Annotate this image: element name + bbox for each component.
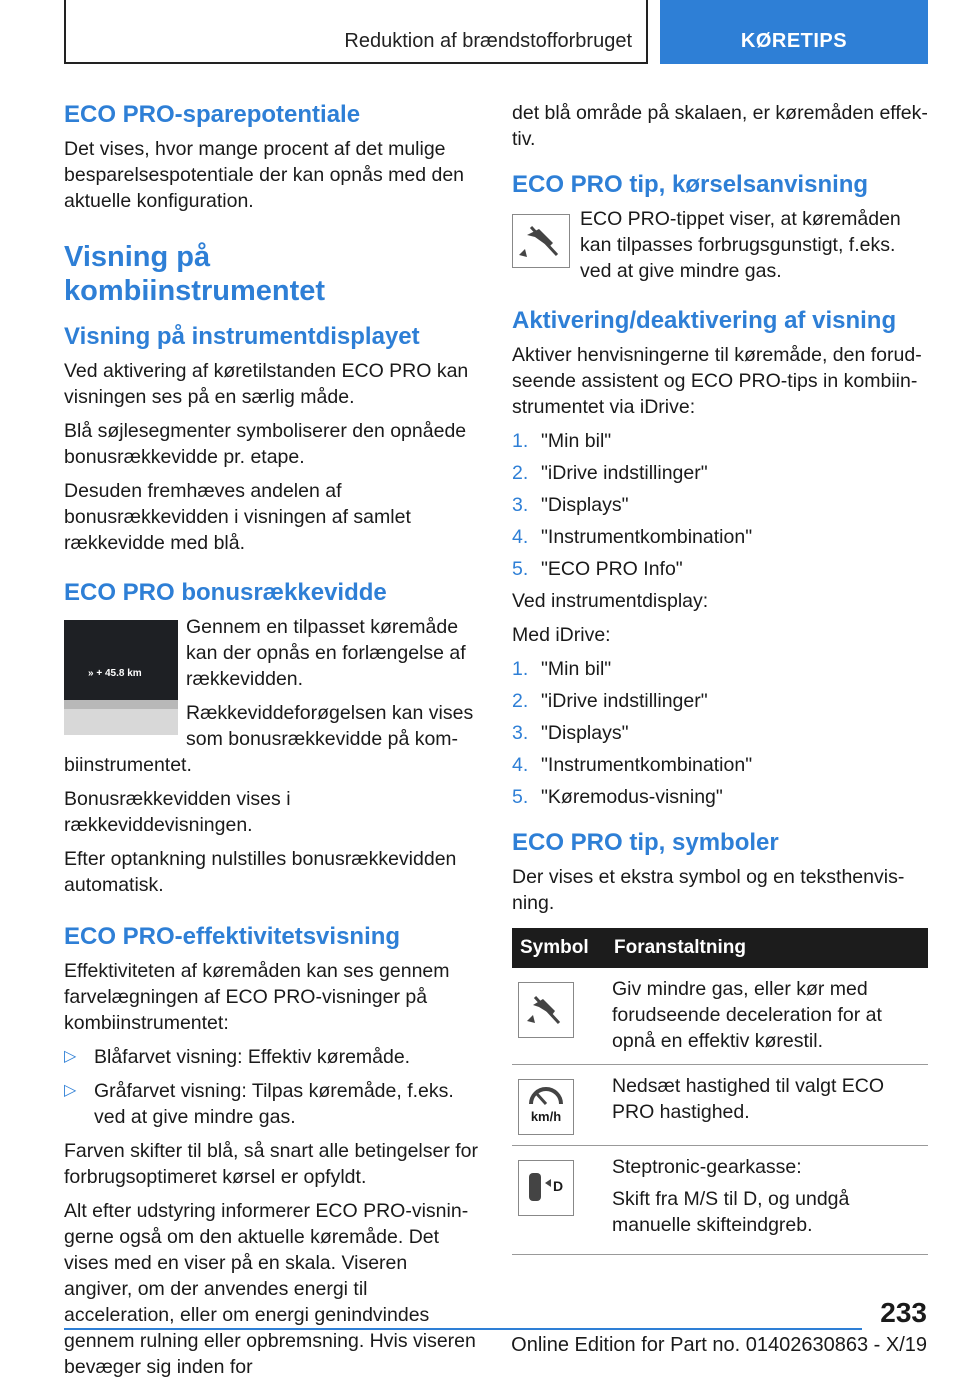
speedometer-icon <box>518 1079 574 1135</box>
chapter-tab-label: KØRETIPS <box>740 30 848 52</box>
column-header-symbol: Symbol <box>512 928 606 968</box>
bullet-text: Gråfarvet visning: Tilpas køremåde, f.eks. ved at give mindre gas. <box>94 1080 454 1128</box>
eco-tip-pedal-icon <box>512 214 570 268</box>
list-item: 5. "ECO PRO Info" <box>512 558 683 580</box>
footer-divider <box>64 1328 862 1330</box>
paragraph-bonus-1: Gennem en tilpasset køremåde kan der opnås en forlængelse af rækkevidden. <box>186 616 466 690</box>
heading-symbols: ECO PRO tip, symboler <box>512 829 779 856</box>
pedal-release-icon <box>518 982 574 1038</box>
bullet-text: Blåfarvet visning: Effektiv køremåde. <box>94 1046 411 1068</box>
paragraph-efficiency-2: Farven skifter til blå, så snart alle betingelser for forbrugsoptimeret kørsel er opfyldt. <box>64 1140 479 1188</box>
heading-bonus: ECO PRO bonusrækkevidde <box>64 579 387 606</box>
paragraph-display-2: Blå søjlesegmenter symboliserer den opnåede bonusrækkevidde pr. etape. <box>64 420 467 468</box>
steps-list-idrive <box>512 428 930 582</box>
column-header-action: Foranstaltning <box>606 928 928 968</box>
cell-action: Nedsæt hastighed til valgt ECO PRO hastighed. <box>606 1065 928 1146</box>
paragraph-instrument-display: Ved instrumentdisplay: <box>512 590 709 612</box>
table-row <box>512 1065 928 1146</box>
gear-selector-icon-label: D <box>553 1178 564 1194</box>
heading-potential: ECO PRO-sparepotentiale <box>64 101 361 128</box>
header-title: Reduktion af brændstofforbruget <box>344 30 632 52</box>
list-item: 5. "Køremodus-visning" <box>512 786 723 808</box>
paragraph-display-1: Ved aktivering af køretilstanden ECO PRO kan visningen ses på en særlig måde. <box>64 360 469 408</box>
cell-action: Giv mindre gas, eller kør med forudseende deceleration for at opnå en effektiv kørestil. <box>606 968 928 1065</box>
paragraph-potential: Det vises, hvor mange procent af det mulige besparelsespotentiale der kan opnås med den aktuelle konfiguration. <box>64 138 465 212</box>
list-item: 1. "Min bil" <box>512 430 612 452</box>
bonus-range-image-text: » + 45.8 km <box>88 668 142 679</box>
heading-activation: Aktivering/deaktivering af visning <box>512 307 897 334</box>
paragraph-efficiency-3: Alt efter udstyring informerer ECO PRO-visningerne også om den aktuelle køremåde. Det vises med en viser på en skala. Viseren angiver, om der anvendes energi til acceleration, eller om energi genindvindes gennem rulning eller opbremsning. Hvis viseren bevæger sig inden for <box>64 1200 476 1378</box>
triangle-bullet-icon: ▷ <box>64 1082 77 1099</box>
list-item: 4. "Instrumentkombination" <box>512 754 753 776</box>
list-item <box>64 1044 478 1070</box>
paragraph-continued: det blå område på skalaen, er køremåden effektiv. <box>512 102 928 150</box>
list-item: 1. "Min bil" <box>512 658 612 680</box>
list-item: 3. "Displays" <box>512 722 629 744</box>
paragraph-bonus-4: Efter optankning nulstilles bonusrækkevidden automatisk. <box>64 848 457 896</box>
right-column <box>512 100 930 1255</box>
paragraph-tip: ECO PRO-tippet viser, at køremåden kan tilpasses forbrugsgunstigt, f.eks. ved at give mindre gas. <box>580 208 901 282</box>
paragraph-bonus-3: Bonusrækkevidden vises i rækkeviddevisningen. <box>64 788 291 836</box>
paragraph-activation: Aktiver henvisningerne til køremåde, den forudseende assistent og ECO PRO-tips in kombiinstrumentet via iDrive: <box>512 344 922 418</box>
page-number: 233 <box>880 1297 927 1328</box>
heading-efficiency: ECO PRO-effektivitetsvisning <box>64 923 401 950</box>
paragraph-efficiency-1: Effektiviteten af køremåden kan ses gennem farvelægningen af ECO PRO-visninger på kombiinstrumentet: <box>64 960 450 1034</box>
speedometer-icon-label: km/h <box>530 1109 562 1124</box>
left-column <box>64 100 478 1388</box>
list-item <box>64 1078 478 1130</box>
symbol-table <box>512 928 928 1255</box>
paragraph-symbols: Der vises et ekstra symbol og en teksthenvisning. <box>512 866 905 914</box>
heading-kombi: Visning på kombiinstrumentet <box>64 241 326 307</box>
footer-edition: Online Edition for Part no. 01402630863 - X/19 <box>511 1334 927 1356</box>
list-item: 2. "iDrive indstillinger" <box>512 462 708 484</box>
chapter-tab <box>660 0 928 64</box>
heading-tip: ECO PRO tip, kørselsanvisning <box>512 171 869 198</box>
list-item: 2. "iDrive indstillinger" <box>512 690 708 712</box>
header-box <box>64 0 648 64</box>
cell-action-line: Skift fra M/S til D, og undgå manuelle skifteindgreb. <box>612 1188 850 1236</box>
list-item: 3. "Displays" <box>512 494 629 516</box>
cell-action-line: Steptronic-gearkasse: <box>612 1156 802 1178</box>
steps-list-display <box>512 656 930 810</box>
triangle-bullet-icon: ▷ <box>64 1048 77 1065</box>
list-item: 4. "Instrumentkombination" <box>512 526 753 548</box>
table-row <box>512 1146 928 1255</box>
heading-display: Visning på instrumentdisplayet <box>64 323 420 350</box>
paragraph-display-3: Desuden fremhæves andelen af bonusrækkevidden i visningen af samlet rækkevidde med blå. <box>64 480 411 554</box>
paragraph-bonus-2: Rækkeviddeforøgelsen kan vises som bonusrækkevidde på kombiinstrumentet. <box>64 702 474 776</box>
bonus-range-image <box>64 620 178 735</box>
table-header-row <box>512 928 928 968</box>
gear-selector-icon <box>518 1160 574 1216</box>
table-row <box>512 968 928 1065</box>
cell-action <box>606 1146 928 1255</box>
paragraph-with-idrive: Med iDrive: <box>512 624 611 646</box>
